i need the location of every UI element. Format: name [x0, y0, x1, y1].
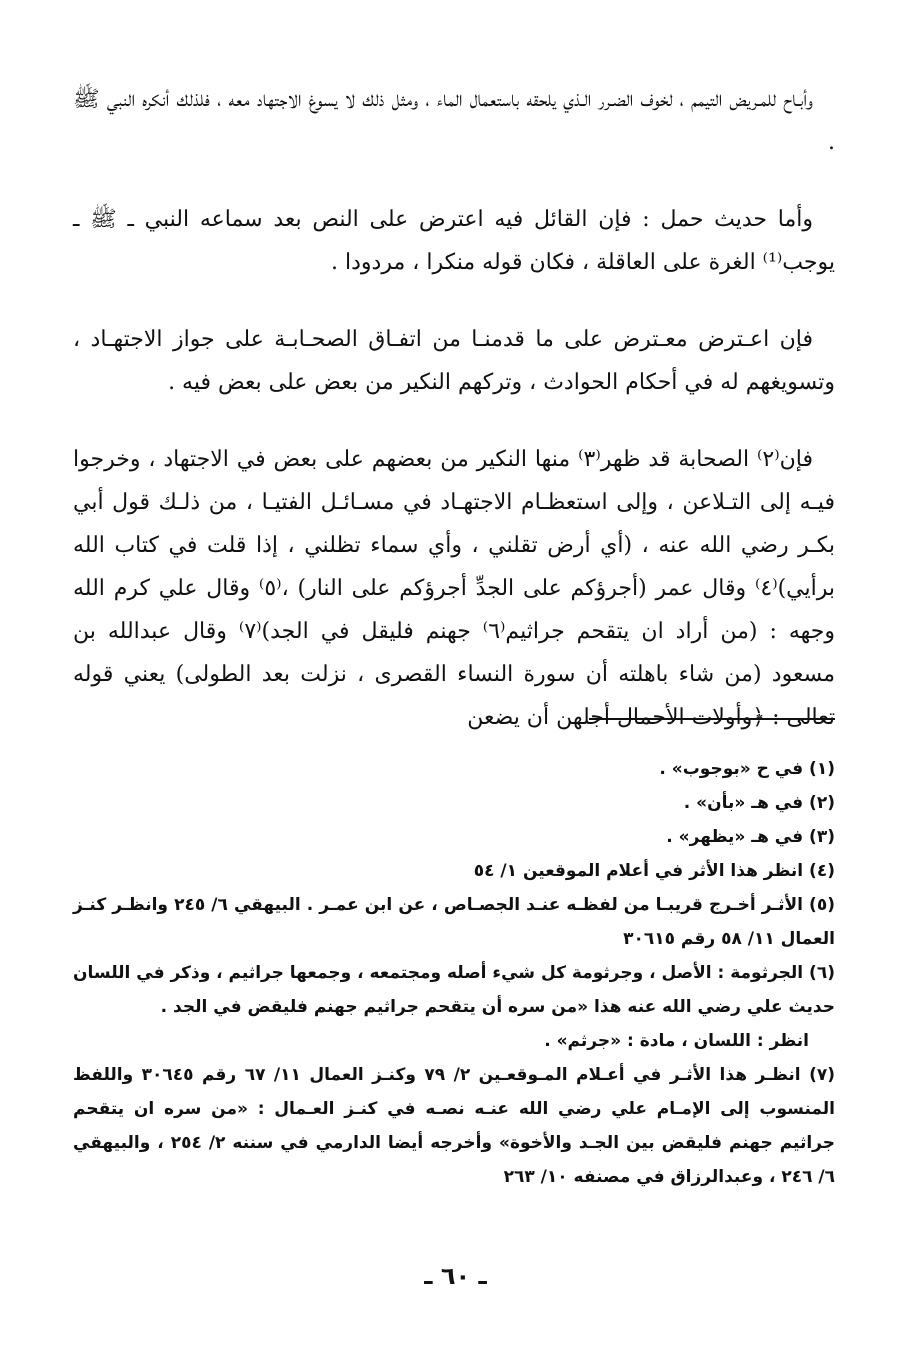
footnotes: [73, 752, 835, 1194]
paragraph-tayammum: وأبـاح للمـريض التيمم ، لخوف الضـرر الـذي يلحقه باستعمال الماء ، ومثل ذلك لا يسوغ الاجتهاد معه ، فلذلك أنكره النبي ﷺ .: [73, 87, 835, 155]
footnote-2: (٢) في هـ «بأن» .: [683, 793, 835, 813]
paragraph-hadith-haml: وأما حديث حمل : فإن القائل فيه اعترض على النص بعد سماعه النبي ـ ﷺ ـ يوجب⁽¹⁾ الغرة على العاقلة ، فكان قوله منكرا ، مردودا .: [73, 207, 835, 275]
footnote-4: (٤) انظر هذا الأثر في أعلام الموقعين ١/ ٥٤: [473, 861, 835, 881]
footnote-7: (٧) انظـر هذا الأثـر في أعـلام المـوقعـين ٢/ ٧٩ وكنـز العمال ١١/ ٦٧ رقم ٣٠٦٤٥ واللفظ المنسوب إلى الإمـام علي رضي الله عنـه نصـه في كنـز العـمال : «من سره ان يتقحم جراثيم جهنم فليقض بين الجـد والأخوة» وأخرجه أيضا الدارمي في سننه ٢/ ٢٥٤ ، والبيهقي ٦/ ٢٤٦ ، وعبدالرزاق في مصنفه ١٠/ ٢٦٣: [73, 1065, 836, 1187]
footnote-divider: [589, 718, 835, 720]
footnote-6: (٦) الجرثومة : الأصل ، وجرثومة كل شيء أصله ومجتمعه ، وجمعها جراثيم ، وذكر في اللسان حديث علي رضي الله عنه هذا «من سره أن يتقحم جراثيم جهنم فليقض في الجد .: [73, 963, 835, 1017]
footnote-1: (١) في ح «بوجوب» .: [659, 759, 835, 779]
footnote-5: (٥) الأثـر أخـرج قريبـا من لفظـه عنـد الجصـاص ، عن ابن عمـر . البيهقي ٦/ ٢٤٥ وانظـر كنـز العمال ١١/ ٥٨ رقم ٣٠٦١٥: [73, 895, 835, 949]
page-number: ـ ٦٠ ـ: [424, 1262, 487, 1290]
main-text: [73, 78, 835, 739]
footnote-6-reference: انظر : اللسان ، مادة : «جرثم» .: [544, 1031, 809, 1051]
footnote-3: (٣) في هـ «يظهر» .: [666, 827, 835, 847]
paragraph-companions: فإن⁽٢⁾ الصحابة قد ظهر⁽٣⁾ منها النكير من بعضهم على بعض في الاجتهاد ، وخرجوا فيـه إلى التـلاعن ، وإلى استعظـام الاجتهـاد في مسـائـل الفتيـا ، من ذلـك قول أبي بكـر رضي الله عنه ، (أي أرض تقلني ، وأي سماء تظلني ، إذا قلت في كتاب الله برأيي)⁽٤⁾ وقال عمر (أجرؤكم على الجدِّ أجرؤكم على النار) ،⁽٥⁾ وقال علي كرم الله وجهه : (من أراد ان يتقحم جراثيم⁽٦⁾ جهنم فليقل في الجد)⁽٧⁾ وقال عبدالله بن مسعود (من شاء باهلته أن سورة النساء القصرى ، نزلت بعد الطولى) يعني قوله تعالى : ﴿وأولات الأحمال أجلهن أن يضعن: [73, 447, 836, 730]
paragraph-objection: فإن اعـترض معـترض على ما قدمنـا من اتفـاق الصحـابـة على جواز الاجتهـاد ، وتسويغهم له في أحكام الحوادث ، وتركهم النكير من بعض على بعض فيه .: [73, 327, 835, 395]
